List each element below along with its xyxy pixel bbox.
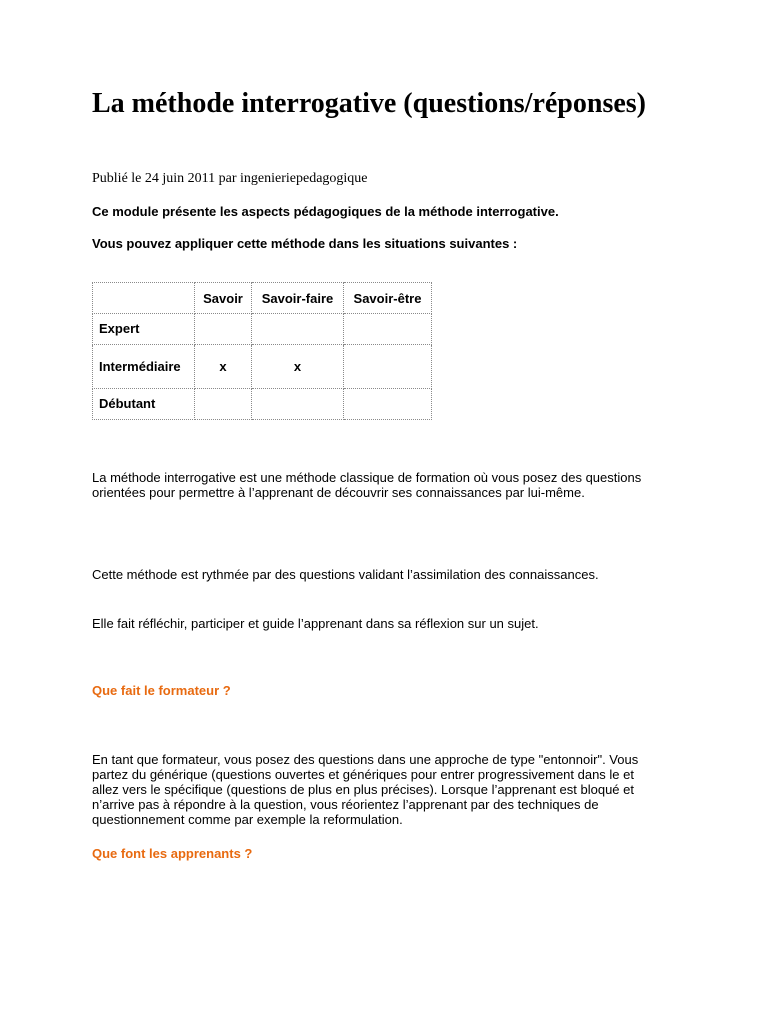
table-row <box>93 314 432 345</box>
table-cell <box>344 389 432 420</box>
table-row-label: Expert <box>93 314 195 345</box>
table-header-cell: Savoir <box>195 283 252 314</box>
table-header-row <box>93 283 432 314</box>
intro-situations-text: Vous pouvez appliquer cette méthode dans les situations suivantes : <box>92 236 518 251</box>
table-row <box>93 345 432 389</box>
table-header-cell: Savoir-être <box>344 283 432 314</box>
table-row-label: Intermédiaire <box>99 358 181 374</box>
table-header-cell: Savoir-faire <box>252 283 344 314</box>
paragraph-formateur: En tant que formateur, vous posez des questions dans une approche de type "entonnoir". Vous partez du générique (questions ouvertes et génériques pour entrer progressivement dans le et allez vers le spécifique (questions de plus en plus précises). Lorsque l’apprenant est bloqué et n’arrive pas à répondre à la question, vous réorientez l’apprenant par des techniques de questionnement comme par exemple la reformulation. <box>92 752 639 827</box>
table-header-cell <box>93 283 195 314</box>
paragraph-reflection: Elle fait réfléchir, participer et guide l’apprenant dans sa réflexion sur un sujet. <box>92 616 539 631</box>
table-row <box>93 389 432 420</box>
competence-table <box>92 282 432 420</box>
intro-module-text: Ce module présente les aspects pédagogiques de la méthode interrogative. <box>92 204 559 219</box>
paragraph-rhythm: Cette méthode est rythmée par des questions validant l’assimilation des connaissances. <box>92 567 599 582</box>
table-row-label: Débutant <box>93 389 195 420</box>
table-cell <box>344 314 432 345</box>
section-heading-formateur: Que fait le formateur ? <box>92 683 231 698</box>
table-cell: x <box>195 345 252 389</box>
paragraph-definition: La méthode interrogative est une méthode classique de formation où vous posez des questions orientées pour permettre à l’apprenant de découvrir ses connaissances par lui-même. <box>92 470 642 500</box>
article-byline: Publié le 24 juin 2011 par ingenieriepedagogique <box>92 171 368 186</box>
table-cell <box>195 389 252 420</box>
table-cell <box>344 345 432 389</box>
table-cell <box>252 389 344 420</box>
table-cell <box>252 314 344 345</box>
table-cell: x <box>252 345 344 389</box>
article-title: La méthode interrogative (questions/réponses) <box>92 88 646 119</box>
table-row-label-cell <box>93 345 195 389</box>
table-cell <box>195 314 252 345</box>
section-heading-apprenants: Que font les apprenants ? <box>92 846 253 861</box>
